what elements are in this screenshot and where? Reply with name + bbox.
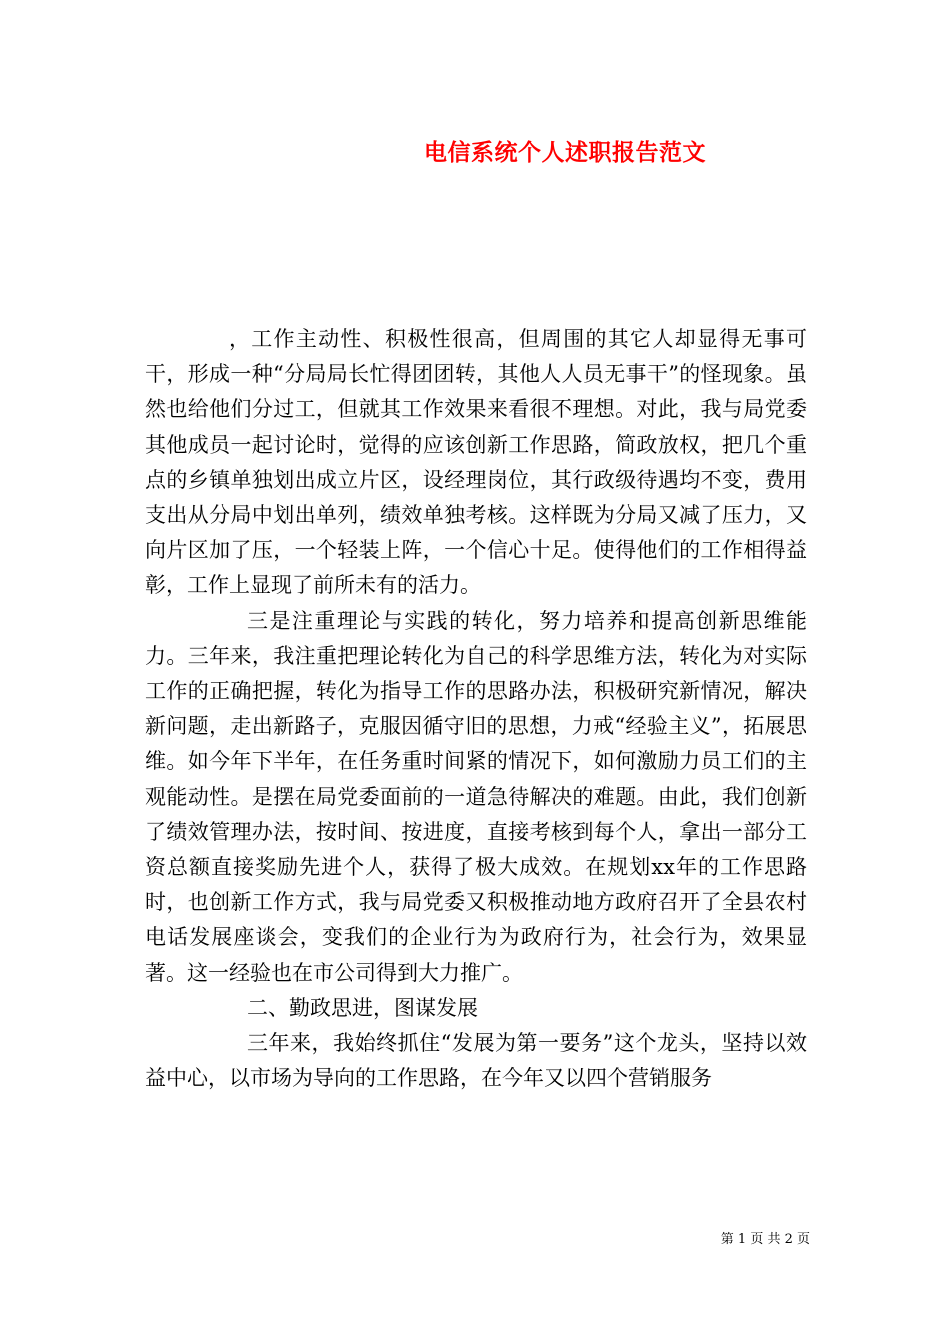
paragraph: 三是注重理论与实践的转化，努力培养和提高创新思维能力。三年来，我注重把理论转化为自己的科学思维方法，转化为对实际工作的正确把握，转化为指导工作的思路办法，积极研究新情况，解决新问题，走出新路子，克服因循守旧的思想，力戒“经验主义”，拓展思维。如今年下半年，在任务重时间紧的情况下，如何激励力员工们的主观能动性。是摆在局党委面前的一道急待解决的难题。由此，我们创新了绩效管理办法，按时间、按进度，直接考核到每个人，拿出一部分工资总额直接奖励先进个人，获得了极大成效。在规划xx年的工作思路时，也创新工作方式，我与局党委又积极推动地方政府召开了全县农村电话发展座谈会，变我们的企业行为为政府行为，社会行为，效果显著。这一经验也在市公司得到大力推广。 <box>145 608 807 985</box>
page-number: 第 1 页 共 2 页 <box>720 1232 810 1247</box>
paragraph: ，工作主动性、积极性很高，但周围的其它人却显得无事可干，形成一种“分局局长忙得团团转，其他人人员无事干”的怪现象。虽然也给他们分过工，但就其工作效果来看很不理想。对此，我与局党委其他成员一起讨论时，觉得的应该创新工作思路，简政放权，把几个重点的乡镇单独划出成立片区，设经理岗位，其行政级待遇均不变，费用支出从分局中划出单列，绩效单独考核。这样既为分局又减了压力，又向片区加了压，一个轻装上阵，一个信心十足。使得他们的工作相得益彰，工作上显现了前所未有的活力。 <box>145 327 807 598</box>
document-title: 电信系统个人述职报告范文 <box>424 139 706 166</box>
section-heading: 二、勤政思进，图谋发展 <box>247 995 478 1020</box>
paragraph: 三年来，我始终抓住“发展为第一要务”这个龙头，坚持以效益中心，以市场为导向的工作思路，在今年又以四个营销服务 <box>145 1031 807 1091</box>
document-body <box>145 322 807 1096</box>
